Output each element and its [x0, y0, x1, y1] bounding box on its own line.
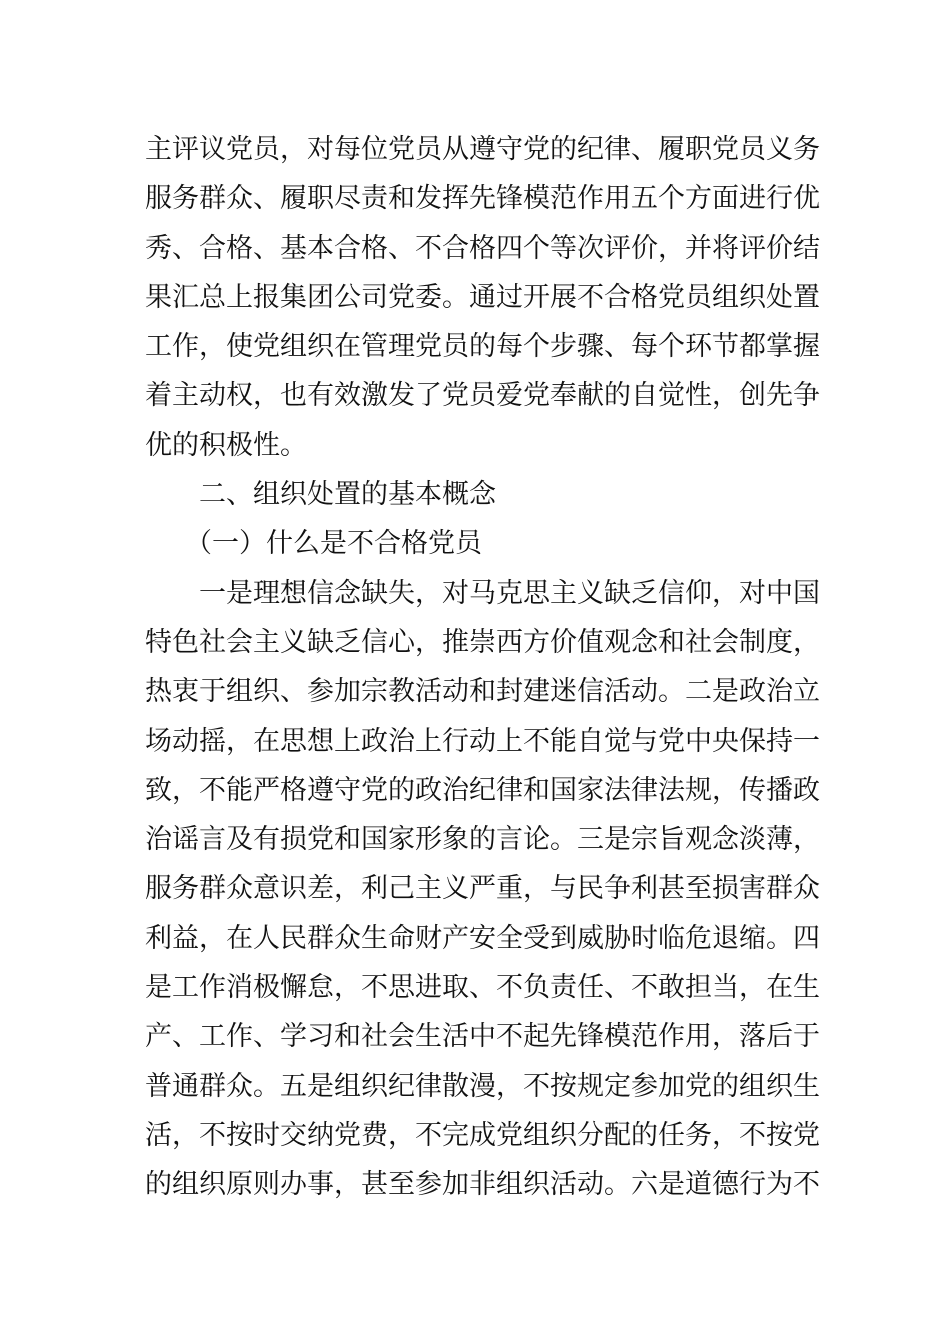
paragraph-line: 普通群众。五是组织纪律散漫，不按规定参加党的组织生 [145, 1070, 820, 1102]
paragraph-line: 秀、合格、基本合格、不合格四个等次评价，并将评价结 [145, 232, 820, 264]
document-body [145, 125, 820, 1210]
paragraph-2 [145, 569, 820, 1210]
subsection-heading: （一）什么是不合格党员 [185, 528, 482, 560]
paragraph-line: 致，不能严格遵守党的政治纪律和国家法律法规，传播政 [145, 774, 820, 806]
paragraph-line: 主评议党员，对每位党员从遵守党的纪律、履职党员义务 [145, 134, 820, 165]
paragraph-line: 的组织原则办事，甚至参加非组织活动。六是道德行为不 [145, 1169, 820, 1201]
paragraph-line: 产、工作、学习和社会生活中不起先锋模范作用，落后于 [145, 1021, 820, 1053]
paragraph-line: 场动摇，在思想上政治上行动上不能自觉与党中央保持一 [145, 725, 820, 757]
paragraph-line: 果汇总上报集团公司党委。通过开展不合格党员组织处置 [145, 281, 820, 313]
paragraph-line: 一是理想信念缺失，对马克思主义缺乏信仰，对中国 [199, 577, 820, 609]
paragraph-line: 工作，使党组织在管理党员的每个步骤、每个环节都掌握 [145, 331, 820, 363]
paragraph-line: 治谣言及有损党和国家形象的言论。三是宗旨观念淡薄， [145, 824, 820, 856]
paragraph-line: 利益，在人民群众生命财产安全受到威胁时临危退缩。四 [145, 922, 820, 954]
section-heading: 二、组织处置的基本概念 [199, 479, 496, 511]
paragraph-1 [145, 125, 820, 470]
paragraph-line: 特色社会主义缺乏信心，推崇西方价值观念和社会制度， [145, 626, 820, 658]
paragraph-line: 热衷于组织、参加宗教活动和封建迷信活动。二是政治立 [145, 676, 820, 708]
paragraph-line: 服务群众意识差，利己主义严重，与民争利甚至损害群众 [145, 873, 820, 905]
paragraph-line: 服务群众、履职尽责和发挥先锋模范作用五个方面进行优 [145, 183, 820, 215]
paragraph-line: 是工作消极懈怠，不思进取、不负责任、不敢担当，在生 [145, 972, 820, 1004]
paragraph-line: 着主动权，也有效激发了党员爱党奉献的自觉性，创先争 [145, 380, 820, 412]
paragraph-line: 活，不按时交纳党费，不完成党组织分配的任务，不按党 [145, 1119, 820, 1151]
paragraph-line: 优的积极性。 [145, 429, 307, 461]
